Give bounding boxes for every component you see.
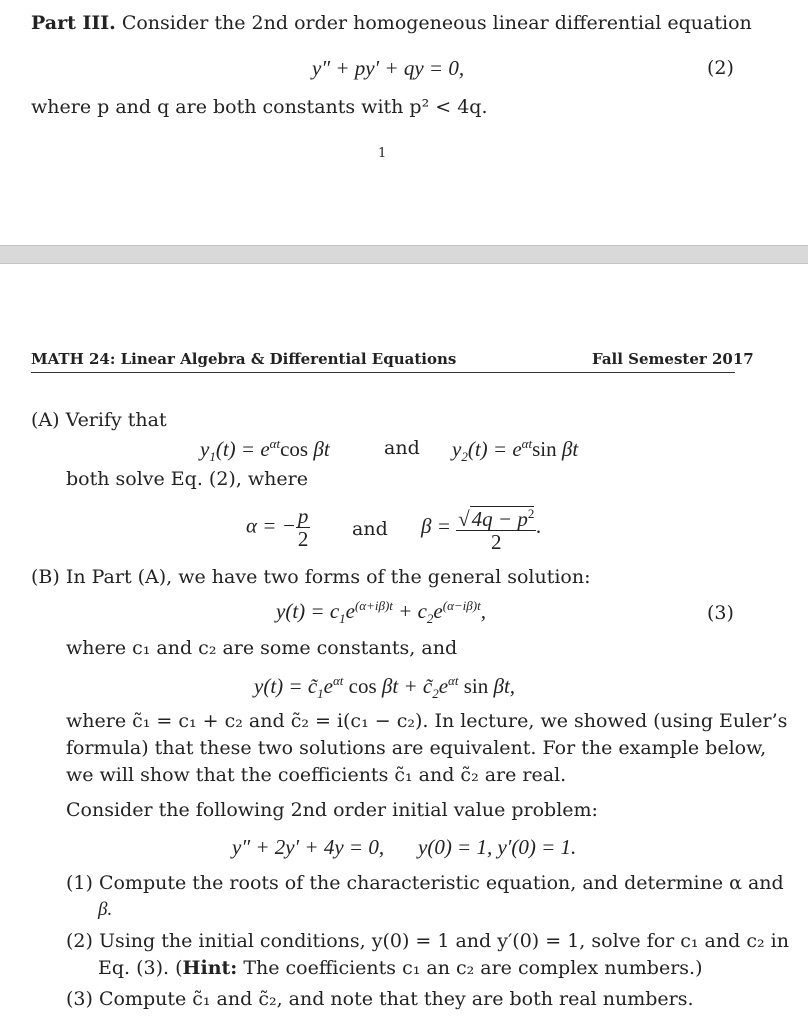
page-number: 1 (378, 146, 387, 161)
semester-header: Fall Semester 2017 (592, 350, 754, 368)
part-b-label: (B) In Part (A), we have two forms of the general solution: (31, 566, 591, 588)
consider-ivp-text: Consider the following 2nd order initial value problem: (66, 799, 598, 821)
eq-number-3: (3) (707, 602, 734, 624)
header-rule (31, 372, 735, 373)
item-1-line2: β. (98, 899, 113, 920)
beta-definition: β = $\frac{√4q - p^2}{2}$ . (421, 503, 542, 553)
hint-label: Hint: (182, 957, 238, 979)
part-label: Part III. (31, 12, 116, 34)
y2-solution: $y_2(t) = e^{\alpha t}\sin$ βt (452, 436, 579, 465)
eq-number-2: (2) (707, 57, 734, 79)
euler-paragraph-line1: where c̃₁ = c₁ + c₂ and c̃₂ = i(c₁ − c₂). In lecture, we showed (using Euler’s (66, 710, 788, 732)
where-consts-text: where c₁ and c₂ are some constants, and (66, 637, 458, 659)
part-a-label: (A) Verify that (31, 409, 167, 431)
and-text-1: and (384, 437, 420, 459)
ivp-initial-conditions: y(0) = 1, y′(0) = 1. (418, 835, 577, 859)
item-2-post: The coefficients c₁ an c₂ are complex numbers.) (237, 957, 703, 979)
equation-2: y″ + py′ + qy = 0, (312, 56, 465, 80)
and-text-2: and (352, 518, 388, 540)
equation-3: $y(t) = c_1e^{(\alpha+i\beta)t} + c_2e^{(\alpha-i\beta)t}$, (276, 598, 486, 627)
item-3: (3) Compute c̃₁ and c̃₂, and note that they are both real numbers. (66, 988, 694, 1010)
real-form-solution: $y(t) = c̃_1e^{\alpha t}$ $\cos \beta t + c̃_2e^{\alpha t}$ sin βt, (254, 673, 516, 702)
item-1-line1: (1) Compute the roots of the characteristic equation, and determine α and (66, 872, 784, 894)
item-2-line2 (98, 955, 702, 981)
alpha-definition: α = − $\frac{p}{2}$ (246, 504, 309, 551)
y1-solution: $y_1(t) = e^{\alpha t}\cos$ βt (200, 436, 330, 465)
course-header: MATH 24: Linear Algebra & Differential Equations (31, 350, 457, 368)
both-solve-text: both solve Eq. (2), where (66, 468, 308, 490)
item-2-pre: Eq. (3). ( (98, 957, 183, 979)
where-constants-text: where p and q are both constants with p² < 4q. (31, 96, 488, 118)
euler-paragraph-line3: we will show that the coefficients c̃₁ and c̃₂ are real. (66, 764, 567, 786)
euler-paragraph-line2: formula) that these two solutions are equivalent. For the example below, (66, 737, 767, 759)
intro-text: Consider the 2nd order homogeneous linear differential equation (121, 12, 752, 34)
page-break (0, 245, 808, 264)
ivp-equation: y″ + 2y′ + 4y = 0, (232, 835, 385, 859)
item-2-line1: (2) Using the initial conditions, y(0) = 1 and y′(0) = 1, solve for c₁ and c₂ in (66, 930, 789, 952)
part-iii-intro (31, 10, 752, 36)
